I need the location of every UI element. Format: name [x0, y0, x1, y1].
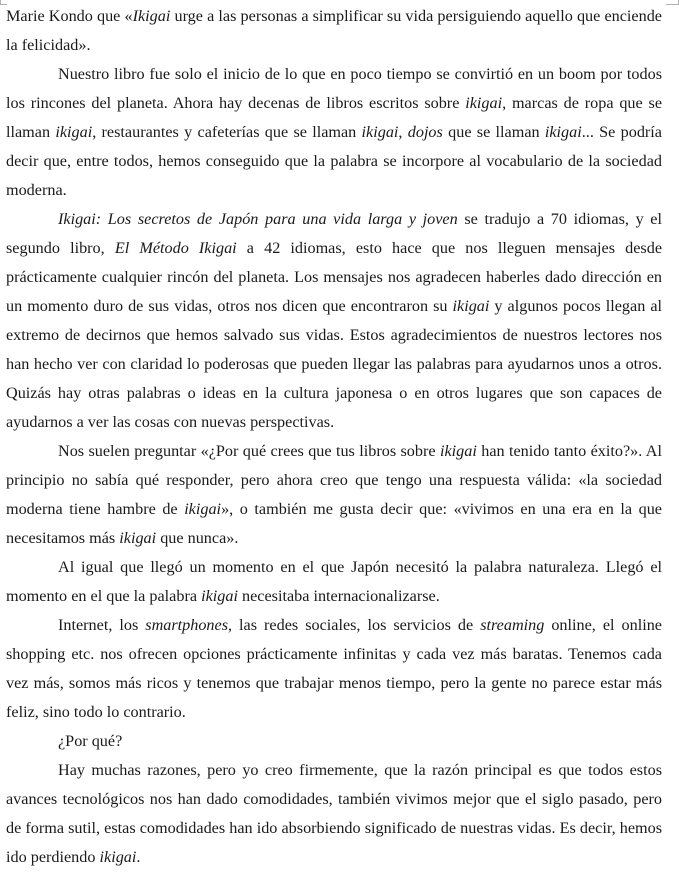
text-run: ,: [398, 123, 408, 141]
paragraph: [6, 205, 662, 437]
text-run: Al igual que llegó un momento en el que Japón necesitó la palabra naturaleza. Llegó el momento en el que la palabra: [6, 558, 662, 605]
text-run: Nuestro libro fue solo el inicio de lo que en poco tiempo se convirtió en un boom por todos los rincones del planeta. Ahora hay decenas de libros escritos sobre: [6, 65, 662, 112]
italic-text: ikigai: [544, 123, 582, 141]
italic-text: ikigai: [361, 123, 399, 141]
paragraph: [6, 2, 662, 60]
text-run: a 42 idiomas, esto hace que nos lleguen mensajes desde prácticamente cualquier rincón del planeta. Los mensajes nos agradecen haberles dado dirección en un momento duro de sus vidas, otros nos dicen que encontraron su: [6, 239, 662, 315]
text-run: , las redes sociales, los servicios de: [228, 616, 481, 634]
italic-text: ikigai: [99, 848, 137, 866]
italic-text: Ikigai: [132, 7, 171, 25]
italic-text: ikigai: [55, 123, 93, 141]
text-run: que nunca».: [156, 529, 239, 547]
text-run: y algunos pocos llegan al extremo de decirnos que hemos salvado sus vidas. Estos agradecimientos de nuestros lectores nos han hecho ver con claridad lo poderosas que pueden llegar las palabras para ayudarnos unos a otros. Quizás hay otras palabras o ideas en la cultura japonesa o en otros lugares que son capaces de ayudarnos a ver las cosas con nuevas perspectivas.: [6, 297, 662, 431]
italic-text: El Método Ikigai: [114, 239, 237, 257]
paragraph: [6, 553, 662, 611]
italic-text: ikigai: [439, 442, 477, 460]
text-run: se tradujo a 70 idiomas, y el segundo libro,: [6, 210, 662, 257]
document-body: [6, 2, 662, 872]
page-corner-mark-right: [666, 0, 679, 5]
paragraph: [6, 756, 662, 872]
text-run: ¿Por qué?: [58, 732, 123, 750]
paragraph: [6, 611, 662, 727]
text-run: », o también me gusta decir que: «vivimos en una era en la que necesitamos más: [6, 500, 662, 547]
italic-text: ikigai: [452, 297, 490, 315]
text-run: .: [136, 848, 141, 866]
text-run: Marie Kondo que «: [6, 7, 133, 25]
text-run: ... Se podría decir que, entre todos, hemos conseguido que la palabra se incorpore al vocabulario de la sociedad moderna.: [6, 123, 662, 199]
text-run: Hay muchas razones, pero yo creo firmemente, que la razón principal es que todos estos avances tecnológicos nos han dado comodidades, también vivimos mejor que el siglo pasado, pero de forma sutil, estas comodidades han ido absorbiendo significado de nuestras vidas. Es decir, hemos ido perdiendo: [6, 761, 662, 866]
text-run: necesitaba internacionalizarse.: [237, 587, 440, 605]
paragraph: [6, 60, 662, 205]
paragraph: [6, 437, 662, 553]
italic-text: smartphones: [145, 616, 229, 634]
text-run: han tenido tanto éxito?». Al principio no sabía qué responder, pero ahora creo que tengo una respuesta válida: «la sociedad moderna tiene hambre de: [6, 442, 662, 518]
italic-text: Ikigai: Los secretos de Japón para una vida larga y joven: [58, 210, 458, 228]
italic-text: ikigai: [465, 94, 503, 112]
italic-text: streaming: [480, 616, 545, 634]
text-run: Internet, los: [58, 616, 146, 634]
text-run: urge a las personas a simplificar su vida persiguiendo aquello que enciende la felicidad».: [6, 7, 662, 54]
italic-text: ikigai: [201, 587, 238, 605]
italic-text: ikigai: [184, 500, 222, 518]
text-run: , marcas de ropa que se llaman: [6, 94, 663, 141]
italic-text: ikigai: [119, 529, 157, 547]
paragraph: [6, 727, 662, 756]
text-run: que se llaman: [442, 123, 545, 141]
italic-text: dojos: [407, 123, 443, 141]
text-run: , restaurantes y cafeterías que se llaman: [92, 123, 362, 141]
text-run: online, el online shopping etc. nos ofrecen opciones prácticamente infinitas y cada vez más baratas. Tenemos cada vez más, somos más ricos y tenemos que trabajar menos tiempo, pero la gente no parece estar más feliz, sino todo lo contrario.: [6, 616, 662, 721]
text-run: Nos suelen preguntar «¿Por qué crees que tus libros sobre: [58, 442, 440, 460]
